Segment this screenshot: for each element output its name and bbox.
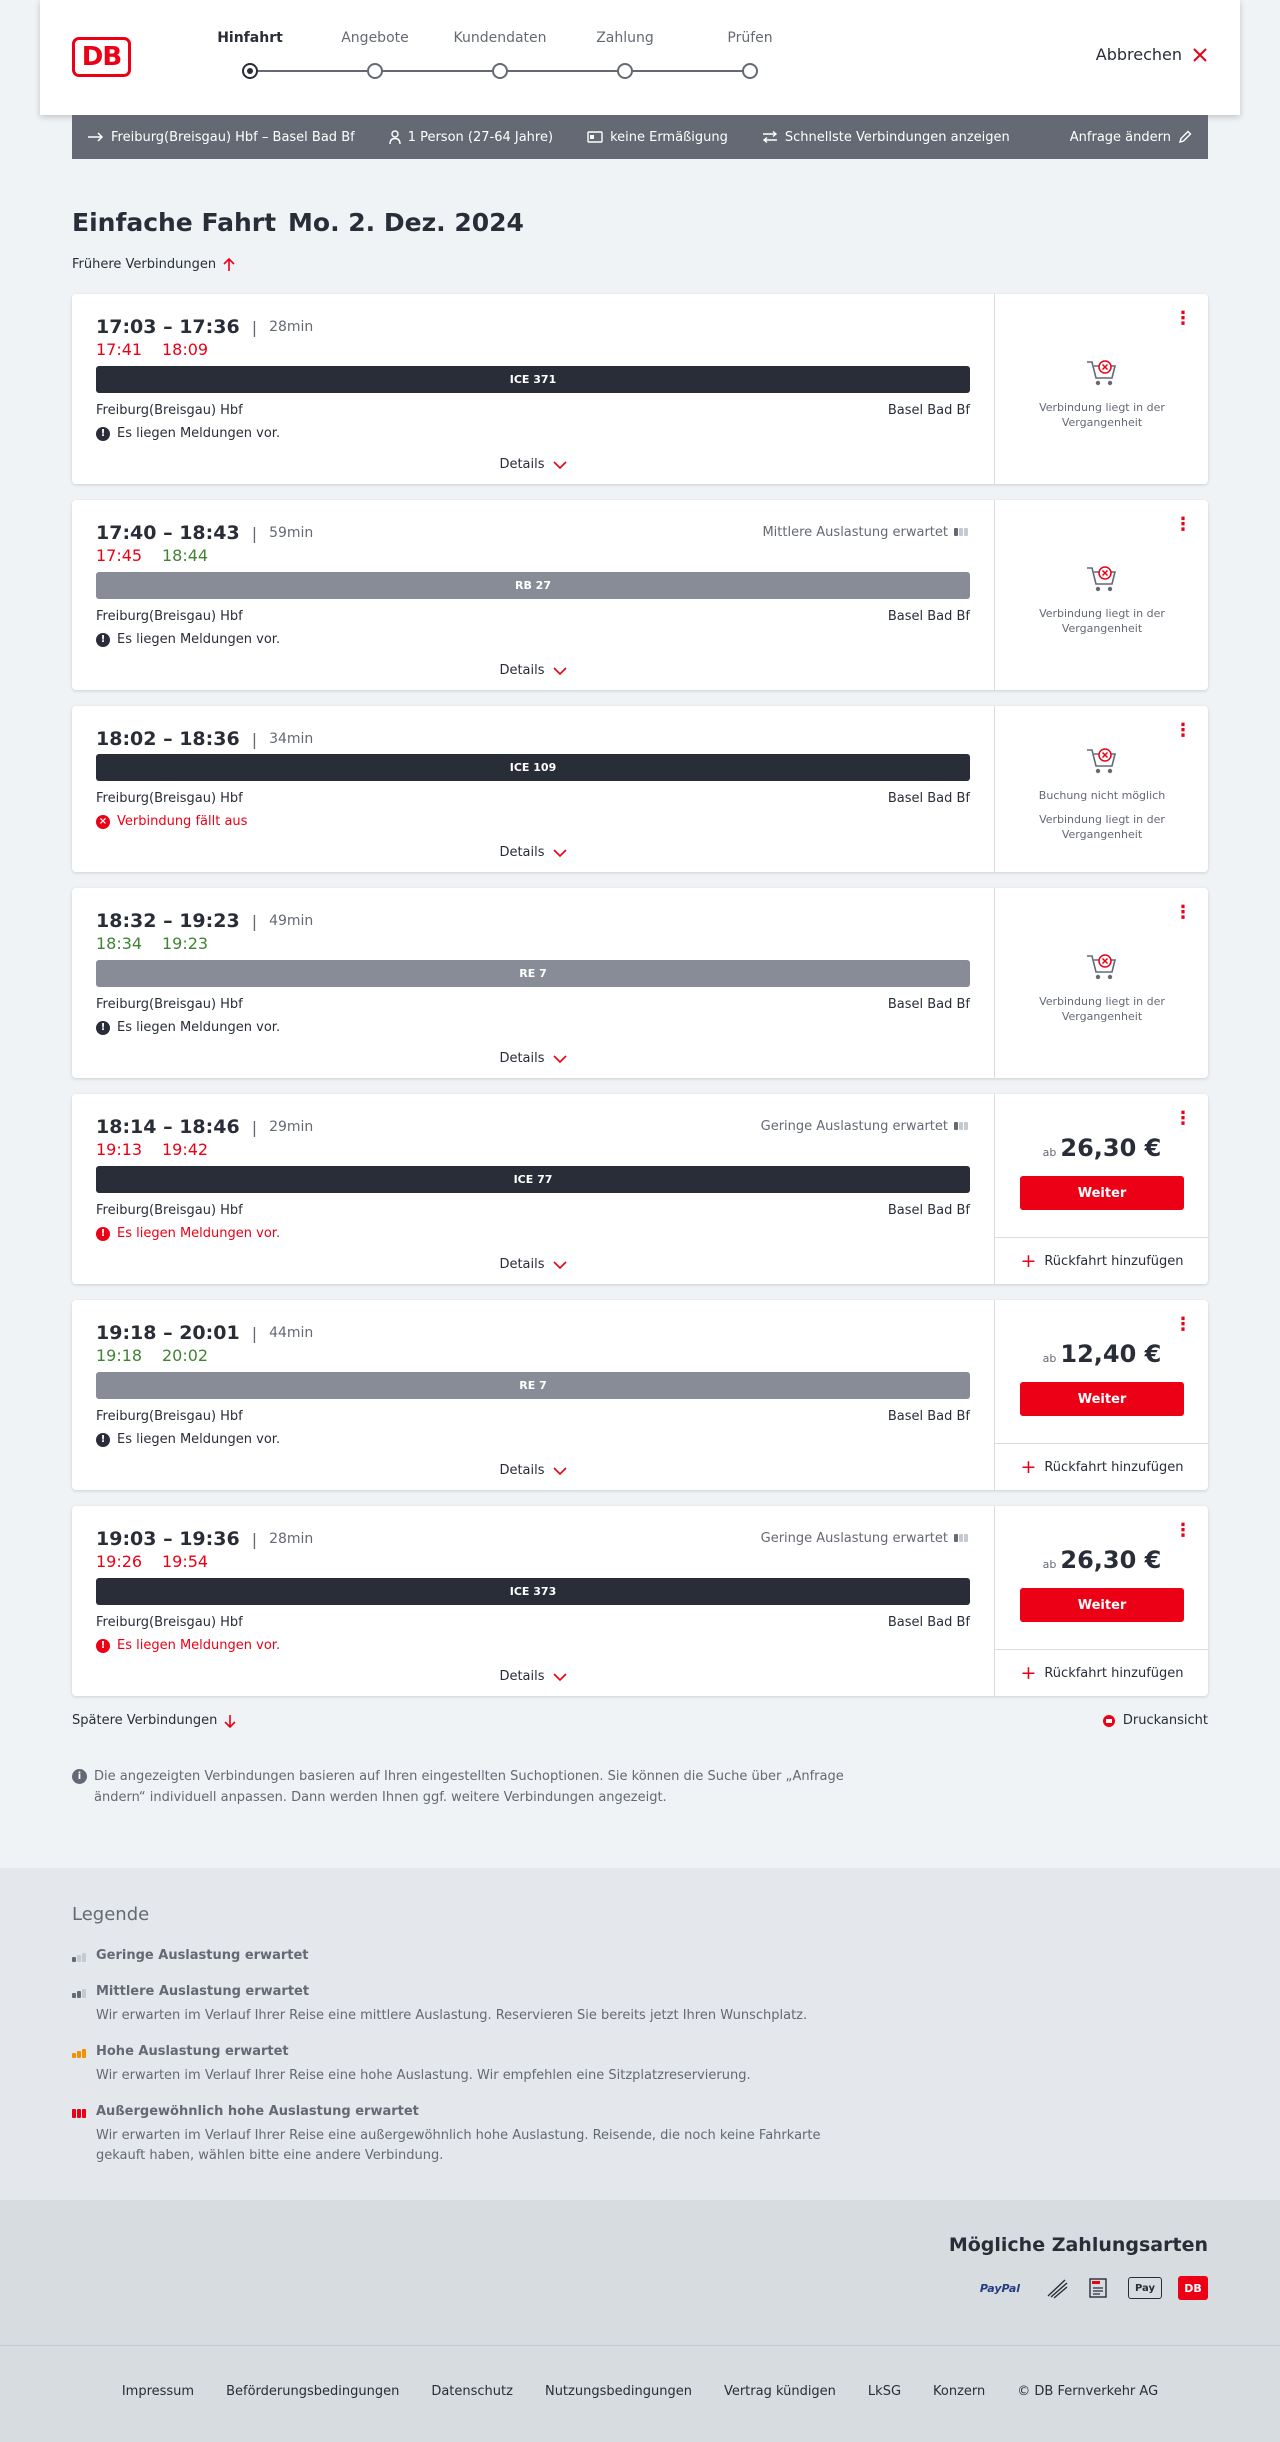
connection-info [72, 706, 994, 872]
legend-title-text: Mittlere Auslastung erwartet [96, 1984, 310, 1999]
details-label: Details [499, 1669, 545, 1684]
train-name: ICE 373 [509, 1585, 557, 1598]
footer [0, 2345, 1280, 2442]
footer-link[interactable]: Impressum [121, 2384, 195, 2399]
alert-icon: ! [96, 1639, 110, 1653]
paypal-icon [972, 2276, 1028, 2300]
paypal-label: PayPal [979, 2281, 1021, 2295]
arrival-station: Basel Bad Bf [887, 403, 970, 418]
step-label: Zahlung [596, 30, 654, 46]
details-toggle[interactable] [72, 1257, 994, 1272]
connection-info [72, 888, 994, 1078]
alert-icon: ! [96, 633, 110, 647]
realtime-arrival: 20:02 [162, 1346, 209, 1365]
add-return-label: Rückfahrt hinzufügen [1044, 1253, 1184, 1269]
trip-date: Mo. 2. Dez. 2024 [288, 208, 524, 237]
details-toggle[interactable] [72, 1463, 994, 1478]
train-bar[interactable] [96, 1578, 970, 1605]
occupancy-level-icon [72, 1986, 88, 1998]
train-name: ICE 77 [513, 1173, 553, 1186]
more-options-icon[interactable]: ⋮ [1174, 720, 1192, 741]
time-range: 18:02 – 18:36 [96, 728, 240, 750]
summary-discount[interactable] [587, 130, 728, 145]
realtime-times [96, 546, 228, 565]
discount-label: keine Ermäßigung [610, 129, 728, 145]
train-name: ICE 109 [509, 761, 557, 774]
message [96, 1226, 280, 1241]
price [995, 1134, 1209, 1162]
step-dot [742, 63, 758, 79]
train-name: ICE 371 [509, 373, 557, 386]
legend-item-description: Wir erwarten im Verlauf Ihrer Reise eine mittlere Auslastung. Reservieren Sie bereits jetzt Ihren Wunschplatz. [96, 2008, 808, 2023]
more-options-icon[interactable]: ⋮ [1174, 902, 1192, 923]
connection-card[interactable] [72, 294, 1208, 484]
add-return-label: Rückfahrt hinzufügen [1044, 1665, 1184, 1681]
more-options-icon[interactable]: ⋮ [1174, 1520, 1192, 1541]
summary-route[interactable] [88, 130, 355, 145]
legend-title-text: Hohe Auslastung erwartet [96, 2044, 289, 2059]
schedule-times [96, 728, 313, 750]
schedule-times [96, 910, 313, 932]
occupancy-label: Geringe Auslastung erwartet [760, 1118, 948, 1134]
footer-link[interactable]: Konzern [933, 2384, 986, 2399]
footer-link[interactable]: © DB Fernverkehr AG [1017, 2384, 1159, 2399]
add-return-button[interactable] [995, 1649, 1209, 1696]
realtime-departure: 19:18 [96, 1346, 143, 1365]
legend-item-description: Wir erwarten im Verlauf Ihrer Reise eine hohe Auslastung. Wir empfehlen eine Sitzplatzreservierung. [96, 2068, 751, 2083]
step-dot [617, 63, 633, 79]
realtime-arrival: 19:54 [162, 1552, 209, 1571]
plus-icon: + [1020, 1249, 1037, 1272]
offer-panel [994, 1094, 1208, 1284]
add-return-button[interactable] [995, 1443, 1209, 1490]
step-hinfahrt[interactable] [200, 30, 300, 79]
time-range: 17:03 – 17:36 [96, 316, 240, 338]
print-label: Druckansicht [1122, 1713, 1208, 1728]
connection-info [72, 294, 994, 484]
message-text: Es liegen Meldungen vor. [117, 1432, 281, 1447]
step-dot [492, 63, 508, 79]
details-label: Details [499, 663, 545, 678]
separator: | [251, 729, 258, 749]
legend-item-title [72, 1984, 872, 1999]
occupancy-icon [954, 524, 970, 540]
train-bar[interactable] [96, 1372, 970, 1399]
past-connection-note: Verbindung liegt in der Vergangenheit [1039, 813, 1165, 841]
connection-info [72, 1094, 994, 1284]
cancel-label: Abbrechen [1095, 45, 1182, 64]
add-return-label: Rückfahrt hinzufügen [1044, 1459, 1184, 1475]
details-toggle[interactable] [72, 457, 994, 472]
cancel-icon: × [96, 815, 110, 829]
footer-links [0, 2384, 1280, 2399]
chevron-down-icon [553, 1673, 567, 1681]
alert-icon: ! [96, 427, 110, 441]
step-kundendaten[interactable] [450, 30, 550, 79]
realtime-arrival: 18:09 [162, 340, 209, 359]
chevron-down-icon [553, 849, 567, 857]
message-text: Verbindung fällt aus [117, 814, 248, 829]
offer-panel [994, 706, 1208, 872]
departure-station: Freiburg(Breisgau) Hbf [96, 1203, 243, 1218]
chevron-down-icon [553, 1467, 567, 1475]
step-label: Kundendaten [453, 30, 547, 46]
message [96, 1432, 280, 1447]
train-bar[interactable] [96, 1166, 970, 1193]
info-icon: i [72, 1769, 87, 1784]
train-bar[interactable] [96, 366, 970, 393]
connection-card[interactable] [72, 1506, 1208, 1696]
connection-card[interactable] [72, 500, 1208, 690]
db-logo[interactable]: DB [72, 37, 131, 77]
occupancy-info[interactable] [761, 1530, 970, 1546]
duration: 44min [269, 1325, 314, 1341]
separator: | [251, 1529, 258, 1549]
occupancy-level-icon [72, 2046, 88, 2058]
footer-link[interactable]: Vertrag kündigen [723, 2384, 836, 2399]
arrow-right-icon [88, 132, 104, 142]
legend-item [72, 1984, 872, 2026]
realtime-departure: 17:41 [96, 340, 143, 359]
details-label: Details [499, 1463, 545, 1478]
footer-link[interactable]: Datenschutz [431, 2384, 513, 2399]
step-label: Prüfen [727, 30, 773, 46]
payment-section [0, 2200, 1280, 2345]
schedule-times [96, 522, 313, 544]
cart-unavailable-icon [1084, 950, 1120, 982]
legend-title: Legende [72, 1904, 150, 1925]
realtime-departure: 18:34 [96, 934, 143, 953]
continue-label: Weiter [1077, 1391, 1127, 1407]
more-options-icon[interactable]: ⋮ [1174, 1314, 1192, 1335]
continue-label: Weiter [1077, 1185, 1127, 1201]
duration: 28min [269, 1531, 314, 1547]
arrival-station: Basel Bad Bf [887, 1409, 970, 1424]
price [995, 1546, 1209, 1574]
db-pay-label: DB [1184, 2281, 1202, 2295]
time-range: 19:18 – 20:01 [96, 1322, 240, 1344]
arrival-station: Basel Bad Bf [887, 791, 970, 806]
legend-item [72, 2044, 872, 2086]
sepa-icon [1086, 2276, 1112, 2300]
occupancy-info[interactable] [762, 524, 970, 540]
legend-item [72, 1948, 872, 1963]
connection-info [72, 1300, 994, 1490]
alert-icon: ! [96, 1433, 110, 1447]
step-pruefen[interactable] [700, 30, 800, 79]
arrival-station: Basel Bad Bf [887, 609, 970, 624]
cart-unavailable-icon [1084, 562, 1120, 594]
cart-unavailable-icon [1084, 356, 1120, 388]
duration: 28min [269, 319, 314, 335]
persons-label: 1 Person (27-64 Jahre) [407, 129, 554, 145]
train-name: RE 7 [519, 1379, 547, 1392]
message-text: Es liegen Meldungen vor. [117, 1226, 281, 1241]
past-connection-note: Verbindung liegt in der Vergangenheit [1039, 607, 1165, 635]
step-dot [242, 63, 258, 79]
time-range: 17:40 – 18:43 [96, 522, 240, 544]
connection-card[interactable] [72, 1094, 1208, 1284]
schedule-times [96, 1322, 313, 1344]
arrival-station: Basel Bad Bf [887, 1203, 970, 1218]
realtime-arrival: 19:23 [162, 934, 209, 953]
train-bar[interactable] [96, 572, 970, 599]
earlier-label: Frühere Verbindungen [72, 257, 217, 272]
legend-item-title [72, 2044, 872, 2059]
trip-type: Einfache Fahrt [72, 208, 277, 237]
occupancy-label: Mittlere Auslastung erwartet [762, 524, 948, 540]
legend-item-title [72, 1948, 872, 1963]
occupancy-level-icon [72, 2106, 88, 2118]
legend-item-title [72, 2104, 872, 2119]
arrival-station: Basel Bad Bf [887, 1615, 970, 1630]
legend-item [72, 2104, 872, 2166]
message-text: Es liegen Meldungen vor. [117, 632, 281, 647]
separator: | [251, 523, 258, 543]
close-icon [1192, 47, 1208, 63]
occupancy-icon [954, 1530, 970, 1546]
alert-icon: ! [96, 1227, 110, 1241]
departure-station: Freiburg(Breisgau) Hbf [96, 403, 243, 418]
schedule-times [96, 1116, 313, 1138]
duration: 49min [269, 913, 314, 929]
realtime-arrival: 19:42 [162, 1140, 209, 1159]
plus-icon: + [1020, 1455, 1037, 1478]
occupancy-level-icon [72, 1950, 88, 1962]
train-name: RE 7 [519, 967, 547, 980]
time-range: 19:03 – 19:36 [96, 1528, 240, 1550]
payment-methods [972, 2276, 1208, 2300]
step-zahlung[interactable] [575, 30, 675, 79]
occupancy-label: Geringe Auslastung erwartet [760, 1530, 948, 1546]
more-options-icon[interactable]: ⋮ [1174, 308, 1192, 329]
route-label: Freiburg(Breisgau) Hbf – Basel Bad Bf [111, 129, 355, 145]
departure-station: Freiburg(Breisgau) Hbf [96, 1615, 243, 1630]
duration: 59min [269, 525, 314, 541]
header [40, 0, 1240, 115]
pencil-icon [1178, 130, 1192, 144]
price-value: 12,40 € [1060, 1340, 1162, 1368]
details-label: Details [499, 845, 545, 860]
step-label: Hinfahrt [217, 30, 283, 46]
realtime-arrival: 18:44 [162, 546, 209, 565]
realtime-times [96, 1552, 228, 1571]
print-view-link[interactable] [1102, 1713, 1208, 1728]
offer-panel [994, 1300, 1208, 1490]
arrow-up-icon [223, 258, 235, 272]
cart-unavailable-icon [1084, 744, 1120, 776]
price-value: 26,30 € [1060, 1546, 1162, 1574]
earlier-connections-link[interactable] [72, 257, 235, 272]
footer-link[interactable]: Beförderungsbedingungen [226, 2384, 400, 2399]
duration: 34min [269, 731, 314, 747]
legend-title-text: Außergewöhnlich hohe Auslastung erwartet [96, 2104, 419, 2119]
connection-card[interactable] [72, 888, 1208, 1078]
chevron-down-icon [553, 1261, 567, 1269]
step-dot [367, 63, 383, 79]
payment-title: Mögliche Zahlungsarten [948, 2234, 1208, 2256]
fastest-label: Schnellste Verbindungen anzeigen [784, 129, 1010, 145]
step-label: Angebote [341, 30, 409, 46]
continue-button[interactable] [1020, 1176, 1184, 1210]
realtime-times [96, 1140, 228, 1159]
details-label: Details [499, 457, 545, 472]
departure-station: Freiburg(Breisgau) Hbf [96, 791, 243, 806]
chevron-down-icon [553, 667, 567, 675]
details-toggle[interactable] [72, 1669, 994, 1684]
schedule-times [96, 316, 313, 338]
realtime-times [96, 340, 228, 359]
apple-pay-icon [1128, 2277, 1162, 2299]
message [96, 426, 280, 441]
occupancy-icon [954, 1118, 970, 1134]
credit-card-icon [1044, 2276, 1070, 2300]
footer-link[interactable]: Nutzungsbedingungen [544, 2384, 692, 2399]
search-summary [72, 115, 1208, 159]
footer-link[interactable]: LkSG [867, 2384, 902, 2399]
offer-panel [994, 1506, 1208, 1696]
duration: 29min [269, 1119, 314, 1135]
price-prefix: ab [1042, 1146, 1057, 1159]
past-connection-note: Verbindung liegt in der Vergangenheit [1039, 995, 1165, 1023]
print-icon [1102, 1714, 1116, 1728]
separator: | [251, 1323, 258, 1343]
info-note [72, 1766, 852, 1808]
departure-station: Freiburg(Breisgau) Hbf [96, 609, 243, 624]
details-label: Details [499, 1051, 545, 1066]
info-text: Die angezeigten Verbindungen basieren auf Ihren eingestellten Suchoptionen. Sie können die Suche über „Anfrage ändern“ individuell anpassen. Dann werden Ihnen ggf. weitere Verbindungen angezeigt. [94, 1769, 844, 1805]
realtime-departure: 17:45 [96, 546, 143, 565]
swap-icon [762, 131, 778, 143]
message-text: Es liegen Meldungen vor. [117, 1638, 281, 1653]
connection-card[interactable] [72, 706, 1208, 872]
train-bar[interactable] [96, 960, 970, 987]
message [96, 1020, 280, 1035]
occupancy-info[interactable] [761, 1118, 970, 1134]
price-prefix: ab [1042, 1352, 1057, 1365]
continue-button[interactable] [1020, 1588, 1184, 1622]
details-toggle[interactable] [72, 845, 994, 860]
arrow-down-icon [224, 1714, 236, 1728]
message [96, 1638, 280, 1653]
summary-persons[interactable] [389, 130, 553, 145]
card-icon [587, 131, 603, 143]
message-text: Es liegen Meldungen vor. [117, 1020, 281, 1035]
arrival-station: Basel Bad Bf [887, 997, 970, 1012]
realtime-departure: 19:13 [96, 1140, 143, 1159]
connection-card[interactable] [72, 1300, 1208, 1490]
price-prefix: ab [1042, 1558, 1057, 1571]
progress-steps [210, 30, 800, 80]
offer-panel [994, 500, 1208, 690]
chevron-down-icon [553, 461, 567, 469]
connection-info [72, 500, 994, 690]
summary-fastest[interactable] [762, 130, 1010, 145]
legend-item-description: Wir erwarten im Verlauf Ihrer Reise eine außergewöhnlich hohe Auslastung. Reisende, die noch keine Fahrkarte gekauft haben, wählen bitte eine andere Verbindung. [96, 2128, 821, 2163]
db-pay-icon [1178, 2276, 1208, 2300]
offer-panel [994, 294, 1208, 484]
time-range: 18:32 – 19:23 [96, 910, 240, 932]
more-options-icon[interactable]: ⋮ [1174, 1108, 1192, 1129]
later-connections-link[interactable] [72, 1713, 236, 1728]
step-angebote[interactable] [325, 30, 425, 79]
past-connection-note: Verbindung liegt in der Vergangenheit [1039, 401, 1165, 429]
price [995, 1340, 1209, 1368]
separator: | [251, 911, 258, 931]
later-label: Spätere Verbindungen [72, 1713, 218, 1728]
details-toggle[interactable] [72, 1051, 994, 1066]
continue-label: Weiter [1077, 1597, 1127, 1613]
legend-section [0, 1868, 1280, 2200]
edit-label: Anfrage ändern [1069, 129, 1171, 145]
message [96, 814, 247, 829]
separator: | [251, 1117, 258, 1137]
details-label: Details [499, 1257, 545, 1272]
departure-station: Freiburg(Breisgau) Hbf [96, 997, 243, 1012]
person-icon [389, 130, 401, 144]
schedule-times [96, 1528, 313, 1550]
cancel-button[interactable] [1096, 45, 1208, 64]
connection-info [72, 1506, 994, 1696]
offer-panel [994, 888, 1208, 1078]
price-value: 26,30 € [1060, 1134, 1162, 1162]
page-title [72, 208, 524, 237]
train-name: RB 27 [515, 579, 551, 592]
more-options-icon[interactable]: ⋮ [1174, 514, 1192, 535]
separator: | [251, 317, 258, 337]
edit-request-button[interactable] [1070, 130, 1192, 145]
departure-station: Freiburg(Breisgau) Hbf [96, 1409, 243, 1424]
chevron-down-icon [553, 1055, 567, 1063]
booking-status: Buchung nicht möglich [1038, 789, 1166, 802]
apple-pay-label: Pay [1134, 2282, 1156, 2294]
alert-icon: ! [96, 1021, 110, 1035]
realtime-times [96, 1346, 228, 1365]
train-bar[interactable] [96, 754, 970, 781]
plus-icon: + [1020, 1661, 1037, 1684]
details-toggle[interactable] [72, 663, 994, 678]
realtime-departure: 19:26 [96, 1552, 143, 1571]
legend-title-text: Geringe Auslastung erwartet [96, 1948, 309, 1963]
add-return-button[interactable] [995, 1237, 1209, 1284]
time-range: 18:14 – 18:46 [96, 1116, 240, 1138]
realtime-times [96, 934, 228, 953]
continue-button[interactable] [1020, 1382, 1184, 1416]
message-text: Es liegen Meldungen vor. [117, 426, 281, 441]
message [96, 632, 280, 647]
